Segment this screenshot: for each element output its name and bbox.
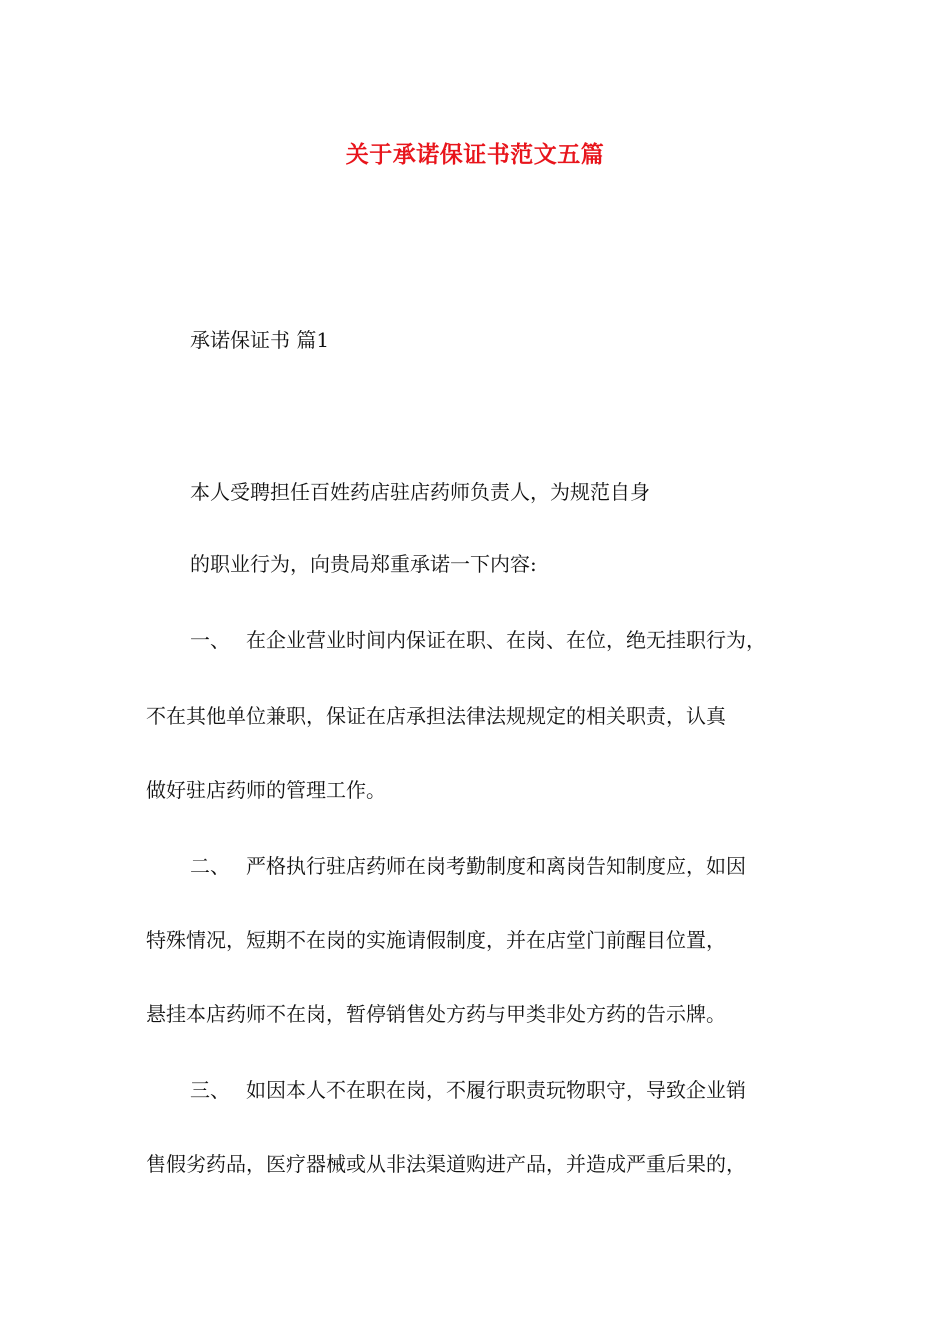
document-title: 关于承诺保证书范文五篇	[345, 141, 605, 168]
section-heading: 承诺保证书 篇1	[190, 328, 330, 352]
item-3-number: 三、	[190, 1078, 230, 1102]
item-2-first-line	[190, 852, 746, 880]
item-3-text: 如因本人不在职在岗，不履行职责玩物职守，导致企业销	[246, 1078, 746, 1102]
intro-line-2: 的职业行为，向贵局郑重承诺一下内容:	[190, 552, 537, 576]
item-1-number: 一、	[190, 628, 230, 652]
item-1-first-line	[190, 626, 766, 654]
item-2-text: 严格执行驻店药师在岗考勤制度和离岗告知制度应，如因	[246, 854, 746, 878]
item-2-number: 二、	[190, 854, 230, 878]
item-1-line-3: 做好驻店药师的管理工作。	[146, 778, 386, 802]
item-3-first-line	[190, 1076, 746, 1104]
item-2-line-2: 特殊情况，短期不在岗的实施请假制度，并在店堂门前醒目位置，	[146, 928, 726, 952]
item-1-text: 在企业营业时间内保证在职、在岗、在位，绝无挂职行为，	[246, 628, 766, 652]
item-1-line-2: 不在其他单位兼职，保证在店承担法律法规规定的相关职责，认真	[146, 704, 726, 728]
item-2-line-3: 悬挂本店药师不在岗，暂停销售处方药与甲类非处方药的告示牌。	[146, 1002, 726, 1026]
item-3-line-2: 售假劣药品，医疗器械或从非法渠道购进产品，并造成严重后果的，	[146, 1152, 746, 1176]
intro-line-1: 本人受聘担任百姓药店驻店药师负责人，为规范自身	[190, 480, 650, 504]
